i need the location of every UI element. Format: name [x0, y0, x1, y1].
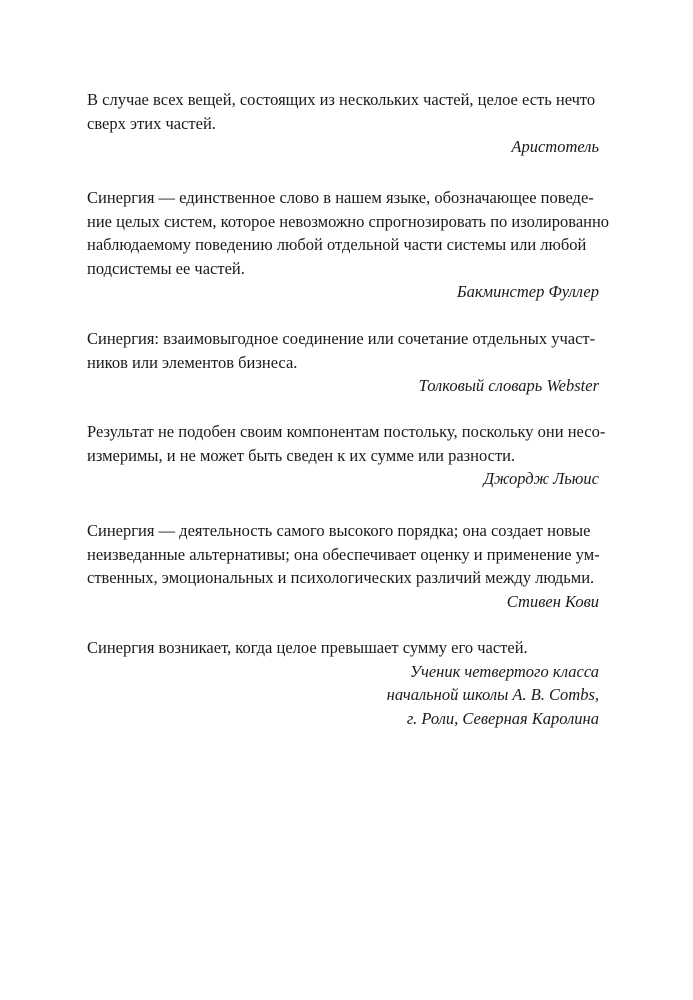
epigraph-covey [87, 519, 599, 613]
epigraph-student [87, 636, 599, 730]
epigraph-webster [87, 327, 599, 398]
quote-line: подсистемы ее частей. [87, 258, 245, 278]
quote-text [87, 420, 606, 467]
quote-author [87, 374, 599, 398]
quote-line: неизведанные альтернативы; она обеспечивает оценку и применение ум- [87, 544, 600, 564]
quote-line: измеримы, и не может быть сведен к их сумме или разности. [87, 445, 516, 465]
author-line: Бакминстер Фуллер [456, 282, 599, 301]
author-line: Аристотель [511, 137, 599, 156]
author-line: Ученик четвертого класса [409, 661, 599, 681]
quote-author [87, 467, 599, 491]
quote-text [87, 88, 599, 135]
epigraph-aristotle [87, 88, 599, 159]
quote-author [87, 280, 599, 304]
quote-line: сверх этих частей. [87, 113, 216, 133]
quote-line: Синергия возникает, когда целое превышает сумму его частей. [87, 638, 528, 657]
quote-line: В случае всех вещей, состоящих из нескольких частей, целое есть нечто [87, 90, 596, 109]
quote-text [87, 186, 610, 280]
quote-author [87, 135, 599, 159]
quote-text [87, 636, 599, 660]
quote-text [87, 327, 599, 374]
quote-line: Синергия — единственное слово в нашем языке, обозначающее поведе- [87, 188, 594, 207]
quote-line: Результат не подобен своим компонентам постольку, поскольку они несо- [87, 422, 606, 441]
epigraph-fuller [87, 186, 610, 304]
quote-line: ников или элементов бизнеса. [87, 352, 298, 372]
quote-line: наблюдаемому поведению любой отдельной части системы или любой [87, 235, 587, 254]
quote-line: ственных, эмоциональных и психологических различий между людьми. [87, 568, 595, 587]
author-line: Стивен Кови [506, 591, 599, 611]
quote-line: ние целых систем, которое невозможно спрогнозировать по изолированно [87, 211, 610, 231]
quote-author [87, 590, 599, 614]
quote-text [87, 519, 599, 590]
quote-line: Синергия: взаимовыгодное соединение или сочетание отдельных участ- [87, 329, 596, 348]
author-line: Джордж Льюис [483, 469, 599, 488]
author-line: г. Роли, Северная Каролина [406, 708, 599, 728]
author-line: Толковый словарь Webster [418, 376, 599, 395]
author-line: начальной школы А. В. Combs, [386, 685, 599, 704]
quote-line: Синергия — деятельность самого высокого порядка; она создает новые [87, 521, 591, 540]
quote-author [87, 660, 599, 731]
epigraph-lewis [87, 420, 606, 491]
